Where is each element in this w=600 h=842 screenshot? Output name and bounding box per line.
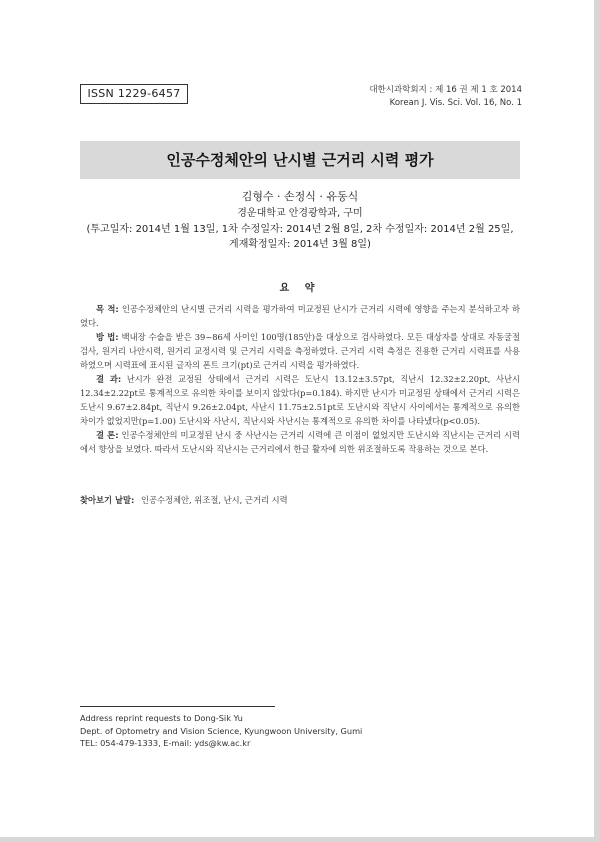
results-label: 결 과: — [96, 374, 122, 384]
paper-title: 인공수정체안의 난시별 근거리 시력 평가 — [80, 141, 520, 179]
abstract-conclusion — [80, 428, 520, 456]
page-edge-bottom — [0, 837, 600, 842]
footnote-line-2: Dept. of Optometry and Vision Science, Kyungwoon University, Gumi — [80, 725, 363, 736]
methods-label: 방 법: — [96, 332, 119, 342]
results-text: 난시가 완전 교정된 상태에서 근거리 시력은 도난시 13.12±3.57pt, 직난시 12.32±2.20pt, 사난시 12.34±2.22pt로 통계적으로 유의한 차이를 보이지 않았다(p=0.184). 하지만 난시가 미교정된 상태에서 근거리 시력은 도난시 9.67±2.84pt, 직난시 9.26±2.04pt, 사난시 11.75±2.51pt로 도난시와 직난시 사이에서는 통계적으로 유의한 차이가 없었지만(p=1.00) 도난시와 사난시, 직난시와 사난시는 통계적으로 유의한 차이를 나타냈다(p<0.05). — [80, 374, 520, 426]
journal-info — [369, 84, 522, 110]
dates-line-1: (투고일자: 2014년 1월 13일, 1차 수정일자: 2014년 2월 8일, 2차 수정일자: 2014년 2월 25일, — [86, 224, 514, 235]
abstract-purpose — [80, 302, 520, 330]
abstract-results — [80, 372, 520, 428]
footnote-line-1: Address reprint requests to Dong-Sik Yu — [80, 713, 243, 723]
purpose-label: 목 적: — [96, 304, 119, 314]
journal-name-korean: 대한시과학회지 : 제 16 권 제 1 호 2014 — [369, 85, 522, 95]
affiliation: 경운대학교 안경광학과, 구미 — [237, 208, 363, 219]
keywords-text: 인공수정체안, 위조절, 난시, 근거리 시력 — [140, 495, 288, 505]
page-edge-right — [594, 0, 600, 842]
footnote-divider — [80, 706, 275, 707]
journal-name-english: Korean J. Vis. Sci. Vol. 16, No. 1 — [389, 98, 522, 108]
footnote-line-3: TEL: 054-479-1333, E-mail: yds@kw.ac.kr — [80, 738, 251, 748]
dates-line-2: 게재확정일자: 2014년 3월 8일) — [229, 239, 371, 250]
abstract — [80, 302, 520, 456]
submission-dates — [80, 222, 520, 252]
keywords — [80, 493, 520, 507]
conclusion-text: 인공수정체안의 미교정된 난시 중 사난시는 근거리 시력에 큰 이점이 없었지만 도난시와 직난시는 근거리 시력에서 향상을 보였다. 따라서 도난시와 직난시는 근거리에서 한글 활자에 의한 위조절하도록 작용하는 것으로 본다. — [80, 430, 520, 454]
keywords-label: 찾아보기 낱말: — [80, 495, 135, 505]
purpose-text: 인공수정체안의 난시별 근거리 시력을 평가하여 미교정된 난시가 근거리 시력에 영향을 주는지 분석하고자 하였다. — [80, 304, 520, 328]
summary-heading: 요 약 — [279, 283, 321, 294]
issn-box: ISSN 1229-6457 — [80, 84, 188, 104]
methods-text: 백내장 수술을 받은 39~86세 사이인 100명(185안)을 대상으로 검사하였다. 모든 대상자를 상대로 자동굴절검사, 원거리 나안시력, 원거리 교정시력 및 근거리 시력을 측정하였다. 근거리 시력 측정은 진용한 근거리 시력표를 사용하였으며 시력표에 표시된 글자의 폰트 크기(pt)로 근거리 시력을 평가하였다. — [80, 332, 520, 370]
conclusion-label: 결 론: — [96, 430, 119, 440]
authors: 김형수 · 손정식 · 유동식 — [241, 190, 359, 203]
abstract-methods — [80, 330, 520, 372]
footnote — [80, 712, 362, 750]
